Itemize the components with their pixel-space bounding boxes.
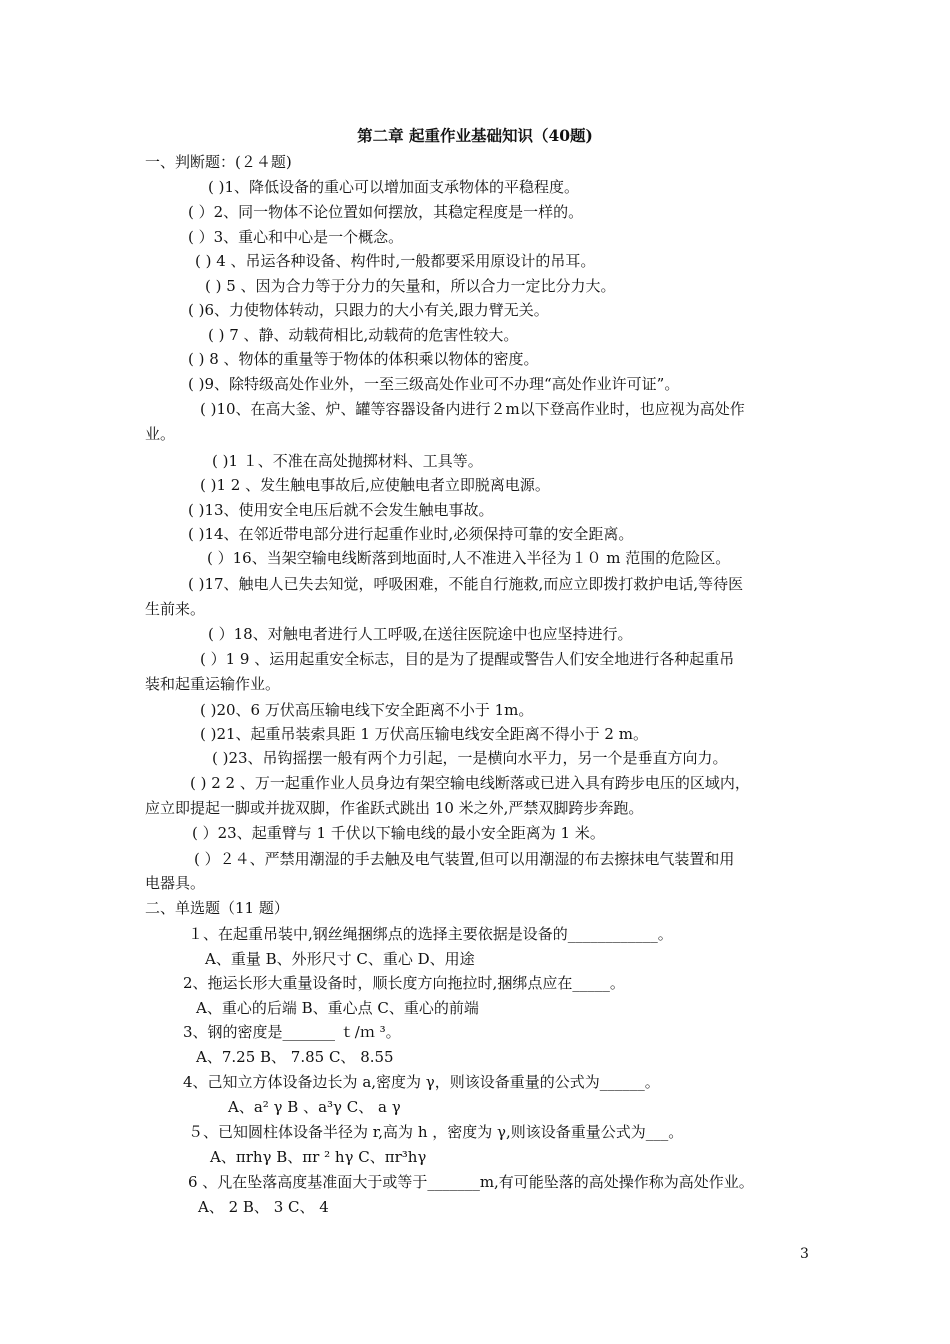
question-line: ( )1、降低设备的重心可以增加面支承物体的平稳程度。 — [208, 178, 580, 196]
question-line: ( )20、6 万伏高压输电线下安全距离不小于 1m。 — [200, 701, 534, 719]
chapter-title: 第二章 起重作业基础知识（40题) — [357, 126, 593, 145]
section-heading-judgment: 一、判断题：(２４题) — [145, 153, 292, 171]
question-line: ( )10、在高大釜、炉、罐等容器设备内进行２m以下登高作业时，也应视为高处作 — [200, 400, 745, 418]
question-line: ( ) 4 、吊运各种设备、构件时,一般都要采用原设计的吊耳。 — [195, 252, 596, 270]
answer-options: A、a² γ B 、a³γ C、 a γ — [228, 1098, 401, 1116]
question-line-continued: 业。 — [145, 425, 176, 443]
question-line: ( )1 １、不准在高处抛掷材料、工具等。 — [212, 452, 483, 470]
question-line: ( ）23、起重臂与 1 千伏以下输电线的最小安全距离为 1 米。 — [192, 824, 605, 842]
answer-options: A、重心的后端 B、重心点 C、重心的前端 — [196, 999, 479, 1017]
question-line: ( ）２４、严禁用潮湿的手去触及电气装置,但可以用潮湿的布去擦抹电气装置和用 — [194, 850, 735, 868]
question-line: ５、已知圆柱体设备半径为 r,高为 h ，密度为 γ,则该设备重量公式为___。 — [188, 1123, 684, 1141]
answer-options: A、7.25 B、 7.85 C、 8.55 — [196, 1048, 394, 1066]
question-line: ( ) 8 、物体的重量等于物体的体积乘以物体的密度。 — [188, 350, 539, 368]
question-line: 6 、凡在坠落高度基准面大于或等于_______m,有可能坠落的高处操作称为高处作业。 — [188, 1173, 754, 1191]
answer-options: A、重量 B、外形尺寸 C、重心 D、用途 — [205, 950, 475, 968]
question-line: ( )23、吊钩摇摆一般有两个力引起，一是横向水平力，另一个是垂直方向力。 — [212, 749, 728, 767]
question-line: ( ) 5 、因为合力等于分力的矢量和，所以合力一定比分力大。 — [205, 277, 616, 295]
question-line: ( ）2、同一物体不论位置如何摆放，其稳定程度是一样的。 — [188, 203, 584, 221]
question-line: ( )14、在邻近带电部分进行起重作业时,必须保持可靠的安全距离。 — [188, 525, 634, 543]
question-line-continued: 装和起重运输作业。 — [145, 675, 281, 693]
question-line: 4、己知立方体设备边长为 a,密度为 γ，则该设备重量的公式为______。 — [183, 1073, 660, 1091]
question-line: ( ）16、当架空输电线断落到地面时,人不准进入半径为１０ m 范围的危险区。 — [207, 549, 731, 567]
question-line: ( ）3、重心和中心是一个概念。 — [188, 228, 404, 246]
question-line: 3、钢的密度是_______ ｔ/ｍ ³。 — [183, 1023, 401, 1041]
question-line: ( )21、起重吊装索具距 1 万伏高压输电线安全距离不得小于 2 m。 — [200, 725, 648, 743]
answer-options: A、 2 B、 3 C、 4 — [198, 1198, 329, 1216]
answer-options: A、πrhγ B、πr ² hγ C、πr³hγ — [210, 1148, 427, 1166]
question-line-continued: 电器具。 — [145, 874, 206, 892]
question-line: １、在起重吊装中,钢丝绳捆绑点的选择主要依据是设备的____________。 — [188, 925, 673, 943]
question-line: ( ）1 9 、运用起重安全标志，目的是为了提醒或警告人们安全地进行各种起重吊 — [200, 650, 735, 668]
question-line-continued: 应立即提起一脚或并拢双脚，作雀跃式跳出 10 米之外,严禁双脚跨步奔跑。 — [145, 799, 644, 817]
question-line: ( ) 7 、静、动载荷相比,动载荷的危害性较大。 — [208, 326, 519, 344]
question-line: ( )9、除特级高处作业外，一至三级高处作业可不办理“高处作业许可证”。 — [188, 375, 680, 393]
question-line: ( )6、力使物体转动，只跟力的大小有关,跟力臂无关。 — [188, 301, 549, 319]
question-line-continued: 生前来。 — [145, 600, 206, 618]
question-line: ( )13、使用安全电压后就不会发生触电事故。 — [188, 501, 494, 519]
question-line: ( )17、触电人已失去知觉，呼吸困难，不能自行施救,而应立即拨打救护电话,等待医 — [188, 575, 744, 593]
question-line: ( ）18、对触电者进行人工呼吸,在送往医院途中也应坚持进行。 — [208, 625, 633, 643]
question-line: ( )1 2 、发生触电事故后,应使触电者立即脱离电源。 — [200, 476, 550, 494]
page-number: 3 — [800, 1246, 809, 1262]
section-heading-single-choice: 二、单选题（11 题） — [145, 899, 289, 917]
question-line: ( ) 2 2 、万一起重作业人员身边有架空输电线断落或已进入具有跨步电压的区域内， — [190, 774, 750, 792]
question-line: 2、拖运长形大重量设备时，顺长度方向拖拉时,捆绑点应在_____。 — [183, 974, 625, 992]
